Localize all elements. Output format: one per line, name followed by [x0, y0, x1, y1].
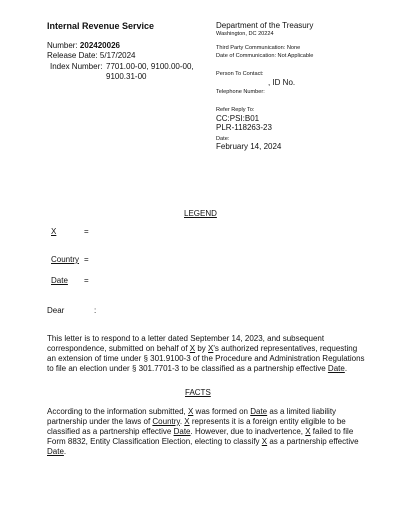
agency-name: Internal Revenue Service — [47, 21, 155, 31]
legend-sep-date: = — [84, 276, 89, 285]
refer-reply-line1: CC:PSI:B01 — [216, 114, 260, 123]
third-party-communication: Third Party Communication: None — [216, 45, 301, 51]
index-number-line2: 9100.31-00 — [106, 72, 147, 81]
number-value: 202420026 — [79, 41, 120, 50]
date-of-communication: Date of Communication: Not Applicable — [216, 53, 314, 59]
salutation-dear: Dear — [47, 306, 65, 315]
number-label: Number: — [47, 41, 78, 50]
legend-term-country: Country — [51, 255, 80, 264]
release-date: Release Date: 5/17/2024 — [47, 51, 136, 60]
legend-sep-x: = — [84, 227, 89, 236]
legend-term-date: Date — [51, 276, 68, 285]
facts-paragraph: According to the information submitted, X was formed on Date as a limited liability partnership under the laws of Country. X represents it is a foreign entity eligible to be classified as a partnership effective Date. However, due to inadvertence, X failed to file Form 8832, Entity Classification Election, electing to classify X as a partnership effective Date. — [47, 407, 359, 456]
letter-date: February 14, 2024 — [216, 142, 282, 151]
id-number-label: , ID No. — [268, 78, 296, 87]
legend-term-x: X — [51, 227, 57, 236]
term-country: Country — [152, 417, 180, 426]
term-date: Date — [327, 364, 345, 373]
refer-reply-line2: PLR-118263-23 — [216, 123, 272, 132]
term-x: X — [305, 427, 311, 436]
term-x: X — [189, 344, 196, 353]
term-x: X — [184, 417, 190, 426]
refer-reply-to-label: Refer Reply To: — [216, 107, 255, 113]
department-name: Department of the Treasury — [216, 21, 314, 30]
department-address: Washington, DC 20224 — [216, 31, 274, 37]
index-number-line1: 7701.00-00, 9100.00-00, — [106, 62, 194, 71]
person-to-contact-label: Person To Contact: — [216, 71, 264, 77]
term-date: Date — [250, 407, 268, 416]
legend-title: LEGEND — [184, 209, 217, 218]
facts-heading: FACTS — [185, 388, 211, 397]
term-date: Date — [47, 447, 64, 456]
term-x: X — [261, 437, 268, 446]
telephone-number-label: Telephone Number: — [216, 89, 265, 95]
term-x: X — [208, 344, 214, 353]
document-number — [47, 41, 120, 51]
index-number-label: Index Number: — [50, 62, 103, 71]
legend-sep-country: = — [84, 255, 89, 264]
term-x: X — [187, 407, 194, 416]
salutation-colon: : — [94, 306, 97, 315]
intro-paragraph: This letter is to respond to a letter dated September 14, 2023, and subsequent correspondence, submitted on behalf of X by X's authorized representatives, requesting an extension of time under § 301.9100-3 of the Procedure and Administration Regulations to file an election under § 301.7701-3 to be classified as a partnership effective Date. — [47, 334, 365, 373]
term-date: Date — [173, 427, 191, 436]
date-label: Date: — [216, 136, 230, 142]
